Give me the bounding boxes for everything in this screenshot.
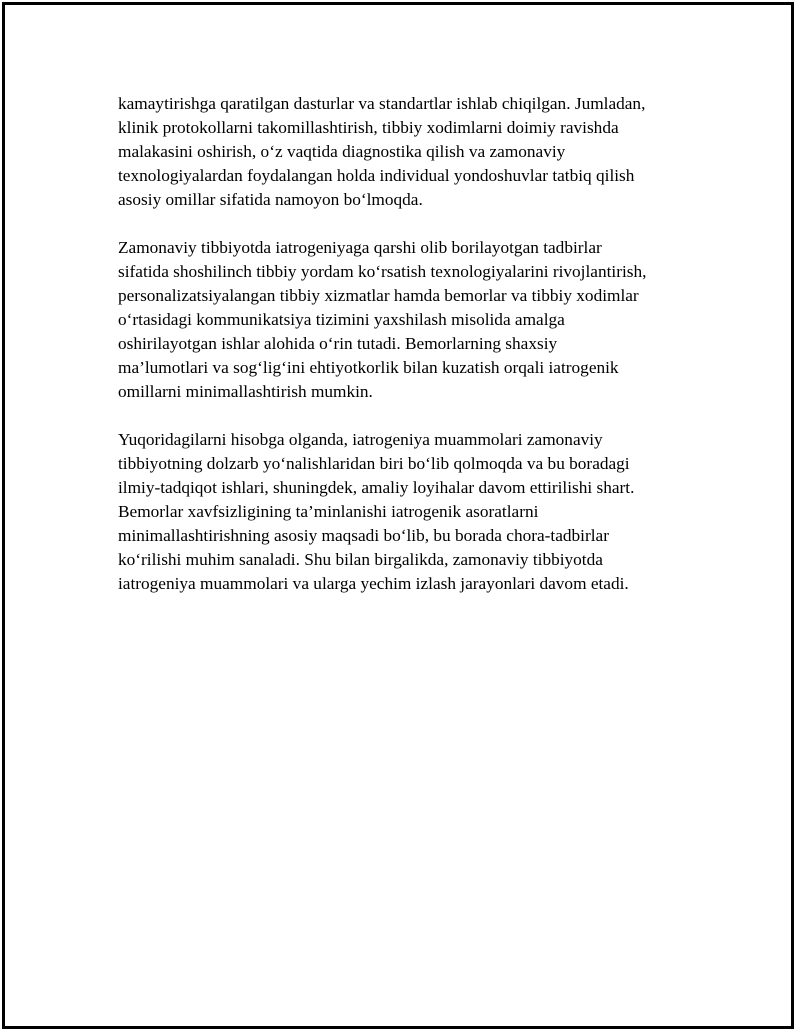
text-line: Zamonaviy tibbiyotda iatrogeniyaga qarshi olib borilayotgan tadbirlar: [118, 238, 602, 257]
text-line: ko‘rilishi muhim sanaladi. Shu bilan birgalikda, zamonaviy tibbiyotda: [118, 550, 603, 569]
text-line: iatrogeniya muammolari va ularga yechim izlash jarayonlari davom etadi.: [118, 574, 629, 593]
text-line: malakasini oshirish, o‘z vaqtida diagnostika qilish va zamonaviy: [118, 142, 566, 161]
text-line: klinik protokollarni takomillashtirish, tibbiy xodimlarni doimiy ravishda: [118, 118, 619, 137]
text-line: kamaytirishga qaratilgan dasturlar va standartlar ishlab chiqilgan. Jumladan,: [118, 94, 646, 113]
text-line: personalizatsiyalangan tibbiy xizmatlar hamda bemorlar va tibbiy xodimlar: [118, 286, 639, 305]
paragraph-1: [118, 92, 718, 212]
text-line: asosiy omillar sifatida namoyon bo‘lmoqda.: [118, 190, 423, 209]
text-line: ma’lumotlari va sog‘lig‘ini ehtiyotkorlik bilan kuzatish orqali iatrogenik: [118, 358, 619, 377]
text-line: tibbiyotning dolzarb yo‘nalishlaridan biri bo‘lib qolmoqda va bu boradagi: [118, 454, 630, 473]
text-line: sifatida shoshilinch tibbiy yordam ko‘rsatish texnologiyalarini rivojlantirish,: [118, 262, 647, 281]
text-line: Bemorlar xavfsizligining ta’minlanishi iatrogenik asoratlarni: [118, 502, 539, 521]
text-line: o‘rtasidagi kommunikatsiya tizimini yaxshilash misolida amalga: [118, 310, 565, 329]
paragraph-3: [118, 428, 718, 596]
document-body: [118, 92, 718, 620]
text-line: omillarni minimallashtirish mumkin.: [118, 382, 373, 401]
paragraph-2: [118, 236, 718, 404]
text-line: oshirilayotgan ishlar alohida o‘rin tutadi. Bemorlarning shaxsiy: [118, 334, 558, 353]
text-line: texnologiyalardan foydalangan holda individual yondoshuvlar tatbiq qilish: [118, 166, 635, 185]
text-line: minimallashtirishning asosiy maqsadi bo‘lib, bu borada chora-tadbirlar: [118, 526, 609, 545]
text-line: Yuqoridagilarni hisobga olganda, iatrogeniya muammolari zamonaviy: [118, 430, 603, 449]
text-line: ilmiy-tadqiqot ishlari, shuningdek, amaliy loyihalar davom ettirilishi shart.: [118, 478, 635, 497]
